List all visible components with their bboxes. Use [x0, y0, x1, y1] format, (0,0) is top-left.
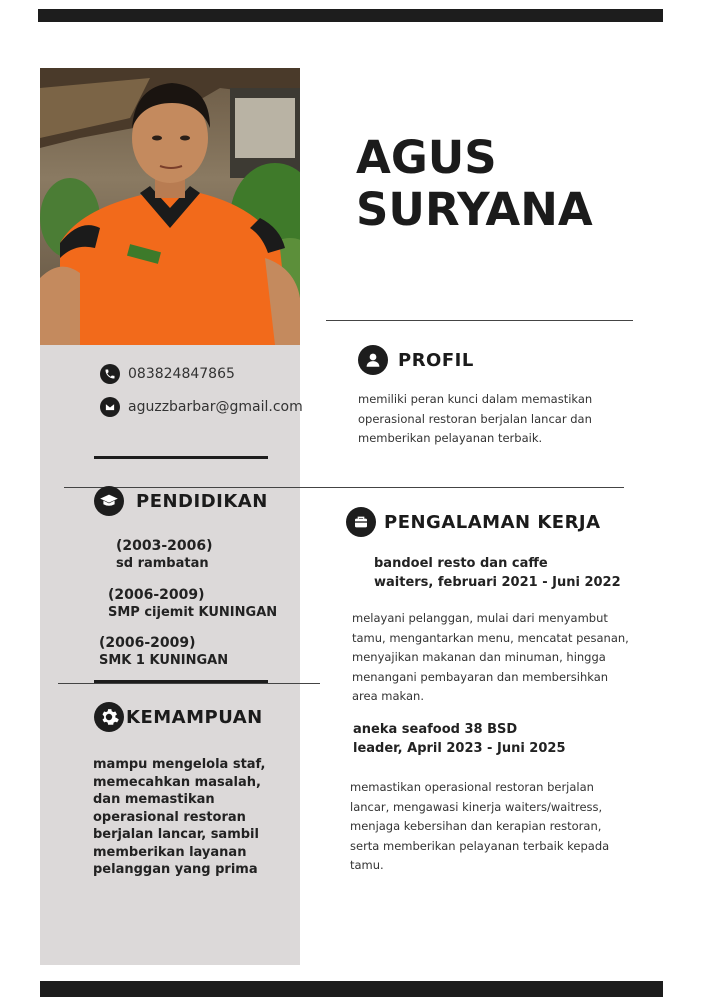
education-entry [99, 634, 228, 670]
job-company: bandoel resto dan caffe [374, 556, 548, 571]
user-icon [358, 345, 388, 375]
full-name [356, 132, 593, 236]
first-name: AGUS [356, 131, 497, 184]
profile-heading [358, 345, 474, 375]
job-description: melayani pelanggan, mulai dari menyambut tamu, mengantarkan menu, mencatat pesanan, menyajikan makanan dan minuman, hingga menangani pembayaran dan membersihkan area makan. [352, 611, 629, 703]
education-heading [94, 486, 268, 516]
contact-email [100, 397, 303, 417]
mail-icon [100, 397, 120, 417]
experience-heading [346, 507, 601, 537]
job-company: aneka seafood 38 BSD [353, 722, 518, 737]
divider-name [326, 320, 633, 321]
top-bar [38, 9, 663, 22]
job-title-block [353, 720, 566, 758]
job-title-block [374, 554, 621, 592]
job-role: leader, April 2023 - Juni 2025 [353, 741, 566, 756]
divider-education [58, 683, 320, 684]
job-description: memastikan operasional restoran berjalan lancar, mengawasi kinerja waiters/waitress, menjaga kebersihan dan kerapian restoran, serta memberikan pelayanan terbaik kepada tamu. [350, 780, 610, 872]
phone-number: 083824847865 [128, 366, 235, 382]
briefcase-icon [346, 507, 376, 537]
skills-heading-label: KEMAMPUAN [126, 706, 263, 728]
education-school: sd rambatan [116, 556, 209, 571]
education-heading-label: PENDIDIKAN [136, 490, 268, 512]
education-entry [116, 537, 213, 573]
profile-photo [40, 68, 300, 345]
education-years: (2003-2006) [116, 538, 213, 554]
profile-heading-label: PROFIL [398, 349, 474, 371]
bottom-bar [40, 981, 663, 997]
gear-icon [94, 702, 124, 732]
contact-phone [100, 364, 235, 384]
education-years: (2006-2009) [99, 635, 196, 651]
email-address: aguzzbarbar@gmail.com [128, 399, 303, 415]
divider-contact [94, 456, 268, 459]
skills-text: mampu mengelola staf, memecahkan masalah, dan memastikan operasional restoran berjalan lancar, sambil memberikan layanan pelanggan yang prima [93, 757, 266, 877]
experience-heading-label: PENGALAMAN KERJA [384, 511, 601, 533]
education-entry [108, 586, 277, 622]
profile-text: memiliki peran kunci dalam memastikan operasional restoran berjalan lancar dan memberikan pelayanan terbaik. [358, 392, 593, 445]
last-name: SURYANA [356, 183, 593, 236]
education-years: (2006-2009) [108, 587, 205, 603]
education-school: SMP cijemit KUNINGAN [108, 605, 278, 620]
phone-icon [100, 364, 120, 384]
graduation-cap-icon [94, 486, 124, 516]
job-role: waiters, februari 2021 - Juni 2022 [374, 575, 621, 590]
education-school: SMK 1 KUNINGAN [99, 653, 229, 668]
skills-heading [94, 702, 263, 732]
